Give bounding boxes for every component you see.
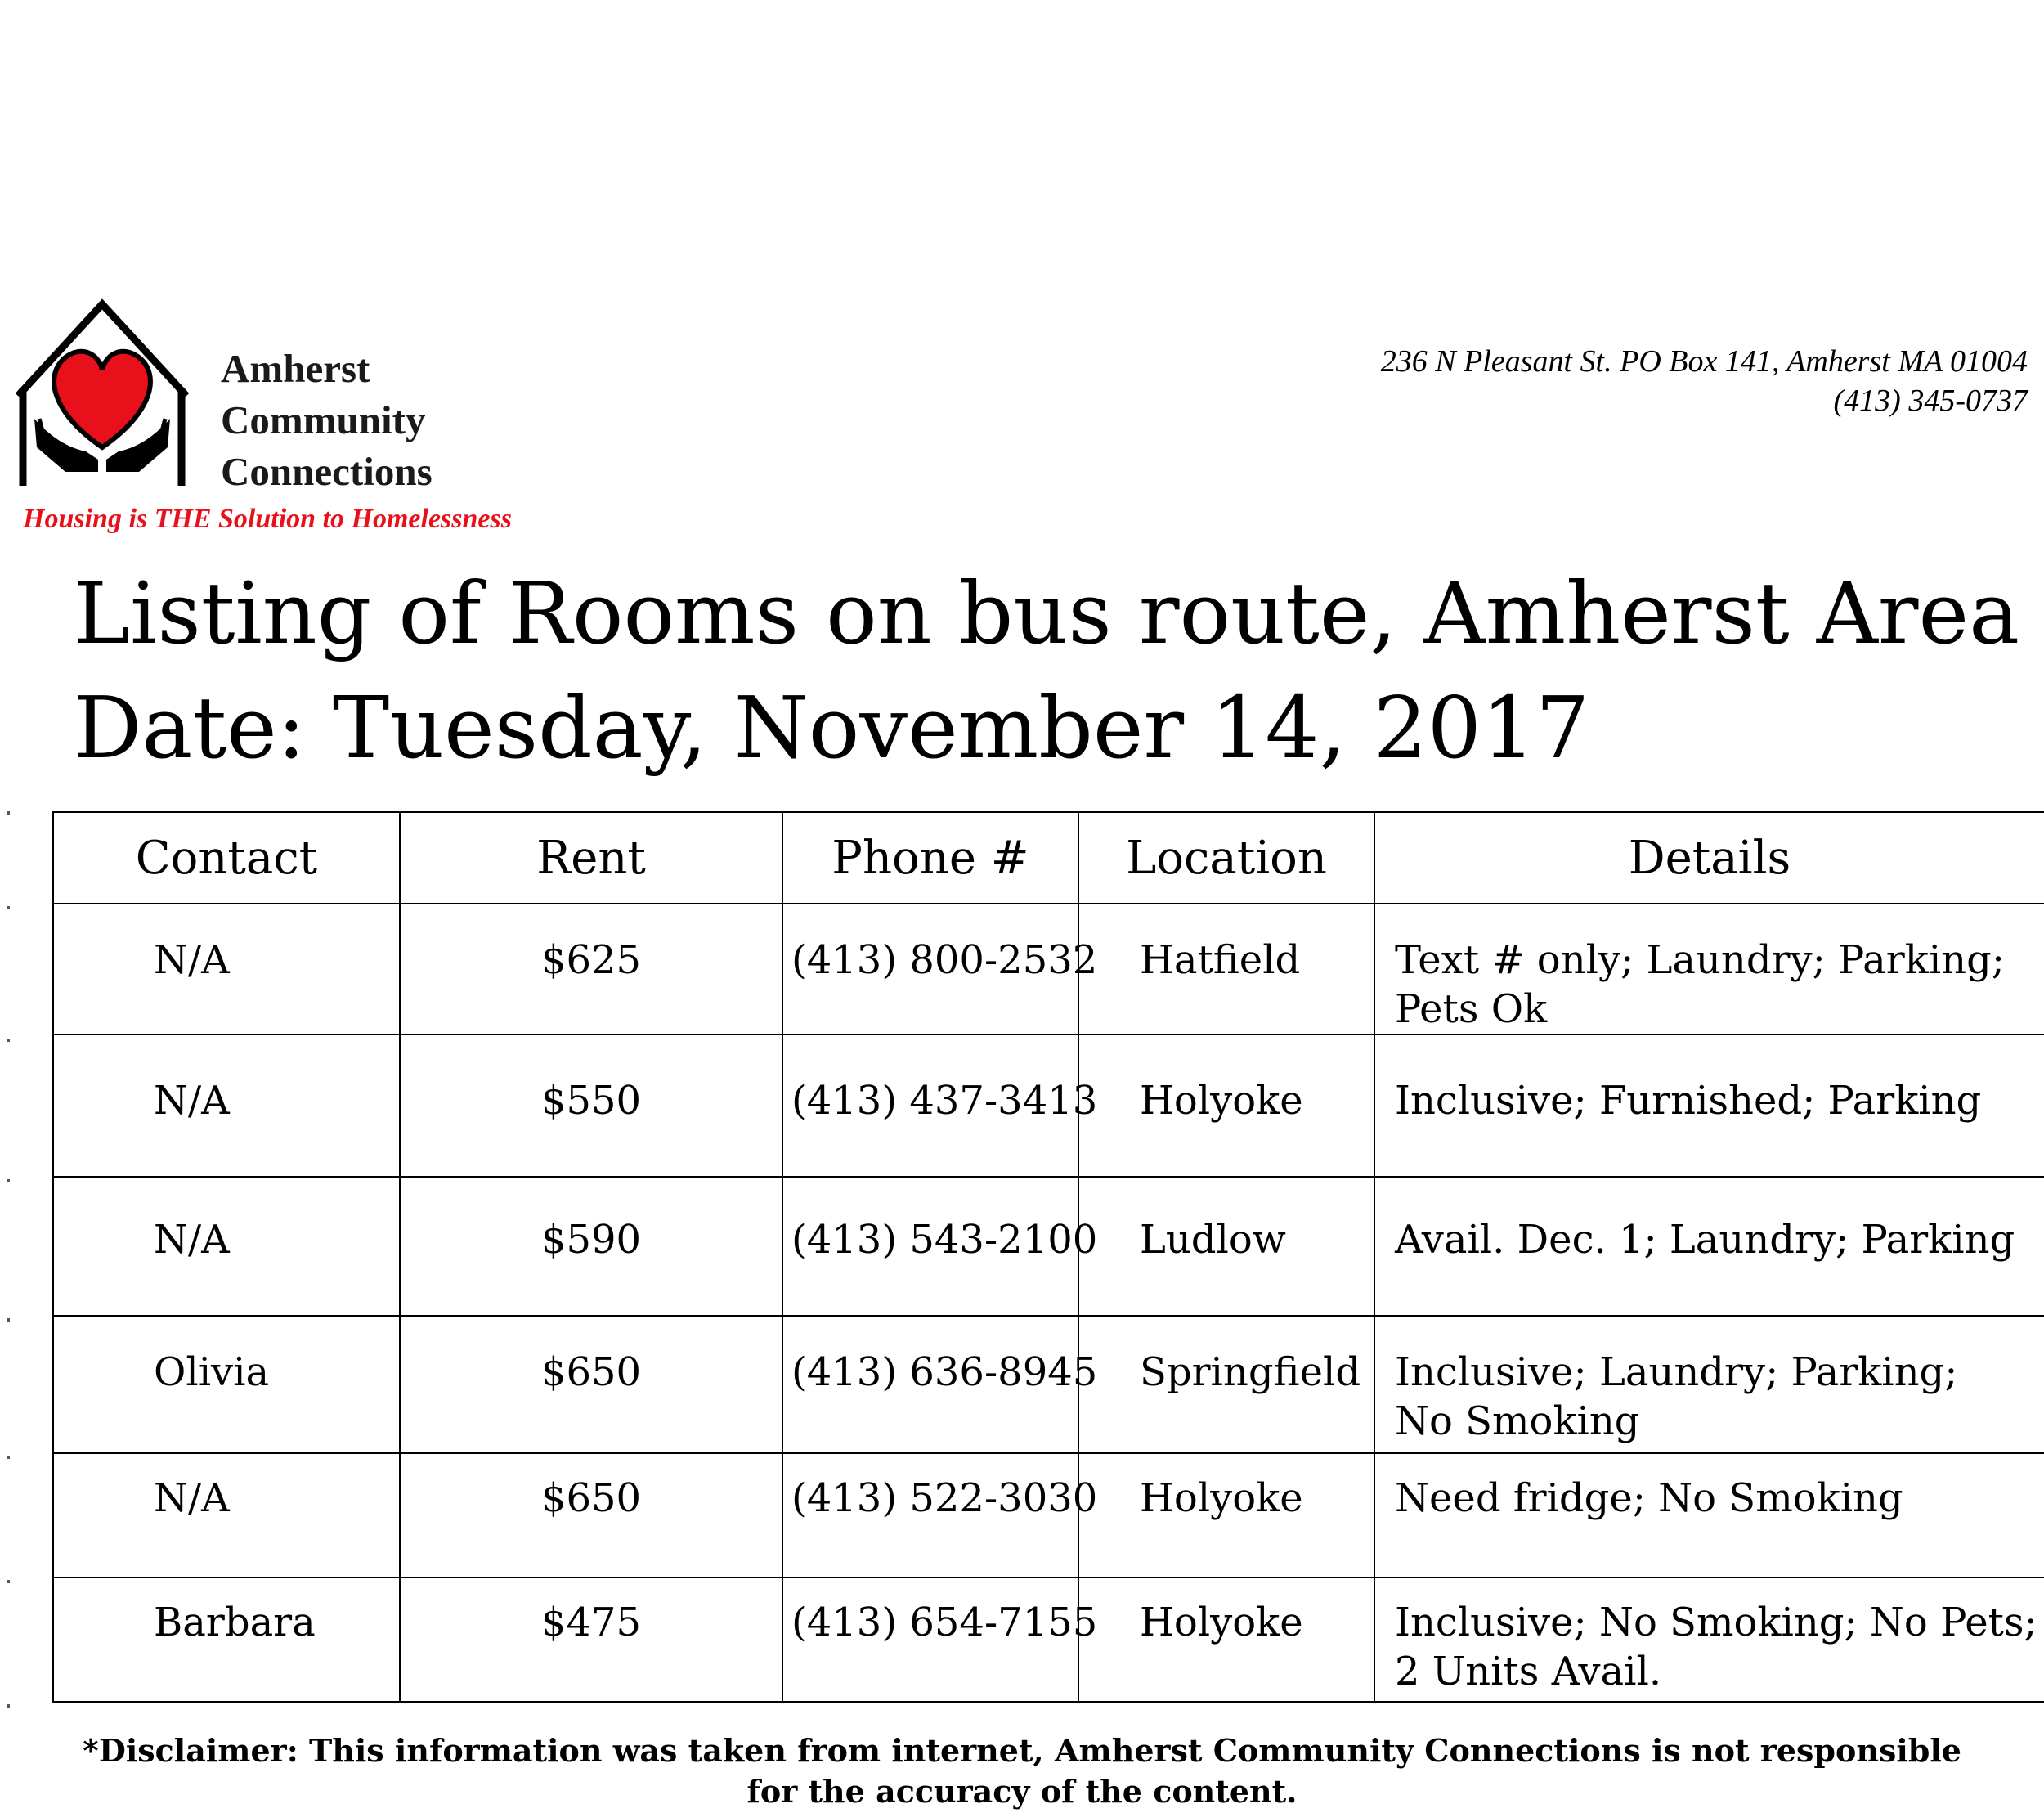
cell-details [1374, 1177, 2044, 1316]
phone: (413) 345-0737 [1833, 384, 2028, 418]
margin-dot [7, 1039, 10, 1042]
margin-dot [7, 1179, 10, 1182]
details-line: Need fridge; No Smoking [1395, 1475, 1903, 1521]
details-line: Inclusive; Laundry; Parking; [1395, 1349, 1958, 1395]
title-line-1: Listing of Rooms on bus route, Amherst Area [74, 563, 2020, 663]
cell-phone: (413) 437-3413 [782, 1034, 1078, 1177]
org-name-line-1: Amherst [221, 346, 370, 391]
cell-location: Ludlow [1078, 1177, 1374, 1316]
cell-details [1374, 904, 2044, 1034]
margin-dot [7, 906, 10, 909]
org-name-line-2: Community [221, 397, 426, 442]
cell-rent: $650 [400, 1453, 782, 1577]
margin-dot [7, 1318, 10, 1322]
details-line: Avail. Dec. 1; Laundry; Parking [1395, 1217, 2015, 1263]
header-rent: Rent [400, 812, 782, 904]
cell-details [1374, 1577, 2044, 1702]
table-row [53, 1177, 2044, 1316]
cell-contact: N/A [53, 1034, 400, 1177]
table-row [53, 1453, 2044, 1577]
details-line: Inclusive; No Smoking; No Pets; [1395, 1600, 2037, 1645]
tagline: Housing is THE Solution to Homelessness [23, 504, 512, 534]
cell-rent: $590 [400, 1177, 782, 1316]
cell-rent: $625 [400, 904, 782, 1034]
table-row [53, 1034, 2044, 1177]
header-details: Details [1374, 812, 2044, 904]
cell-rent: $475 [400, 1577, 782, 1702]
cell-contact: N/A [53, 1177, 400, 1316]
cell-contact: N/A [53, 1453, 400, 1577]
address-block [1381, 342, 2028, 420]
page-title [74, 556, 2019, 785]
details-line: No Smoking [1395, 1398, 1640, 1444]
table-row [53, 1316, 2044, 1453]
details-line: Pets Ok [1395, 986, 1548, 1032]
details-line: Inclusive; Furnished; Parking [1395, 1078, 1982, 1124]
cell-details [1374, 1316, 2044, 1453]
margin-dot [7, 1456, 10, 1459]
cell-contact: Barbara [53, 1577, 400, 1702]
logo [0, 296, 572, 541]
disclaimer-line-2: for the accuracy of the content. [746, 1773, 1298, 1810]
org-name-line-3: Connections [221, 449, 433, 494]
margin-dot [7, 1704, 10, 1708]
cell-phone: (413) 800-2532 [782, 904, 1078, 1034]
details-line: 2 Units Avail. [1395, 1649, 1662, 1694]
margin-dot [7, 811, 10, 815]
cell-location: Holyoke [1078, 1577, 1374, 1702]
margin-dot [7, 1580, 10, 1583]
rooms-table [52, 811, 2044, 1703]
title-line-2: Date: Tuesday, November 14, 2017 [74, 678, 1590, 778]
house-heart-hands-icon [0, 296, 213, 500]
table-header-row [53, 812, 2044, 904]
table-row [53, 1577, 2044, 1702]
cell-location: Hatfield [1078, 904, 1374, 1034]
cell-contact: Olivia [53, 1316, 400, 1453]
cell-contact: N/A [53, 904, 400, 1034]
cell-location: Holyoke [1078, 1034, 1374, 1177]
header-contact: Contact [53, 812, 400, 904]
cell-phone: (413) 543-2100 [782, 1177, 1078, 1316]
cell-details [1374, 1034, 2044, 1177]
cell-phone: (413) 636-8945 [782, 1316, 1078, 1453]
disclaimer [0, 1730, 2044, 1812]
cell-location: Holyoke [1078, 1453, 1374, 1577]
cell-rent: $550 [400, 1034, 782, 1177]
cell-phone: (413) 522-3030 [782, 1453, 1078, 1577]
cell-location: Springfield [1078, 1316, 1374, 1453]
cell-details [1374, 1453, 2044, 1577]
details-line: Text # only; Laundry; Parking; [1395, 937, 2005, 983]
cell-rent: $650 [400, 1316, 782, 1453]
table-row [53, 904, 2044, 1034]
cell-phone: (413) 654-7155 [782, 1577, 1078, 1702]
header-phone: Phone # [782, 812, 1078, 904]
header-location: Location [1078, 812, 1374, 904]
disclaimer-line-1: *Disclaimer: This information was taken from internet, Amherst Community Connections is not responsible [83, 1732, 1961, 1769]
address: 236 N Pleasant St. PO Box 141, Amherst MA 01004 [1380, 344, 2028, 379]
